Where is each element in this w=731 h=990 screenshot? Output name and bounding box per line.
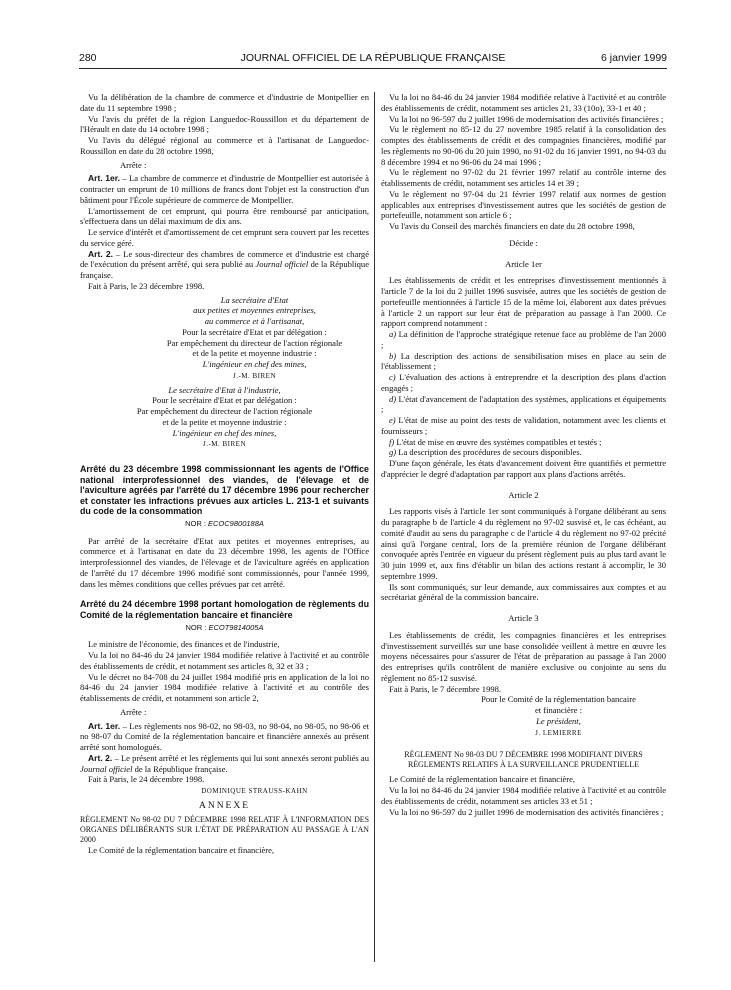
- signature-date: Fait à Paris, le 23 décembre 1998.: [88, 280, 205, 291]
- visa-paragraph: Vu la loi no 96-597 du 2 juillet 1996 de modernisation des activités financières ;: [389, 113, 664, 124]
- nor-label: NOR :: [185, 622, 209, 632]
- left-column: [80, 92, 369, 855]
- signatory-title: Le président,: [536, 715, 581, 726]
- signature-block: [381, 694, 666, 738]
- article-paragraph: Les établissements de crédit, les compagnies financières et les entreprises d'investissement surveillés sur une base consolidée veillent à mettre en œuvre les moyens nécessaires pour s'assurer de l'état de préparation au passage à l'an 2000 des entreprises qu'ils contrôlent de manière exclusive ou conjointe au sens du règlement no 85-12 susvisé.: [381, 629, 666, 683]
- article-heading: Article 1er: [505, 258, 542, 269]
- article-text: – Le présent arrêté et les règlements qui lui sont annexés seront publiés au: [112, 752, 369, 763]
- journal-ref: Journal officiel: [80, 763, 133, 774]
- journal-title: JOURNAL OFFICIEL DE LA RÉPUBLIQUE FRANÇAISE: [240, 52, 506, 64]
- column-divider: [374, 92, 375, 962]
- regulation-paragraph: Vu la loi no 96-597 du 2 juillet 1996 de modernisation des activités financières ;: [389, 806, 664, 817]
- decree-heading: Arrêté du 23 décembre 1998 commissionnant les agents de l'Office national interprofessionnel des viandes, de l'élevage et de l'aviculture agréés par l'arrêté du 17 décembre 1996 pour rechercher et constater les infractions prévues aux articles L. 213-1 et suivants du code de la consommation: [80, 464, 369, 517]
- signatory-title: L'ingénieur en chef des mines,: [172, 427, 277, 438]
- list-marker: c): [389, 372, 396, 382]
- nor-code: ECOC9800188A: [208, 518, 264, 528]
- signatory-line: Par empêchement du directeur de l'action régionale: [166, 337, 343, 348]
- visa-paragraph: Vu le règlement no 97-04 du 21 février 1997 relatif aux normes de gestion applicables aux entreprises d'investissement autres que les sociétés de gestion de portefeuille, notamment son article 6 ;: [381, 188, 666, 221]
- list-text: La description des actions de sensibilisation mises en place au sein de l'établissement ;: [381, 350, 666, 372]
- signature-date: Fait à Paris, le 7 décembre 1998.: [389, 683, 502, 694]
- issue-date: 6 janvier 1999: [601, 52, 667, 64]
- list-text: L'état de mise au point des tests de validation, notamment avec les clients et fournisseurs ;: [381, 415, 666, 436]
- article-paragraph: [80, 249, 369, 281]
- signatory-line: et de la petite et moyenne industrie :: [162, 416, 287, 427]
- list-item: [381, 437, 666, 448]
- list-text: L'état d'avancement de l'adaptation des systèmes, applications et équipements ;: [381, 393, 666, 415]
- list-item: [381, 329, 666, 351]
- annex-title: ANNEXE: [198, 800, 251, 811]
- list-marker: f): [389, 436, 395, 447]
- signatory-line: et de la petite et moyenne industrie :: [192, 348, 317, 359]
- list-marker: a): [389, 329, 397, 339]
- minister-name: DOMINIQUE STRAUSS-KAHN: [201, 787, 308, 796]
- list-marker: e): [389, 415, 396, 425]
- signatory-title: au commerce et à l'artisanat,: [204, 316, 305, 326]
- page-number: 280: [79, 52, 97, 64]
- list-text: L'état de mise en œuvre des systèmes compatibles et testés ;: [394, 436, 602, 447]
- article-paragraph: [80, 753, 369, 775]
- signatory-line: et financière :: [535, 705, 582, 715]
- article-paragraph: Les établissements de crédit et les entreprises d'investissement mentionnés à l'article 7 de la loi du 2 juillet 1996 susvisée, autres que les sociétés de gestion de portefeuille mentionnées à l'article 15 de la même loi, élaborent aux dates prévues à l'article 2 un rapport sur leur état de préparation au passage à l'an 2000. Ce rapport comprend notamment :: [381, 275, 666, 329]
- list-item: [381, 351, 666, 373]
- article-text: de la République française.: [80, 259, 369, 280]
- regulation-paragraph: Vu la loi no 84-46 du 24 janvier 1984 modifiée relative à l'activité et au contrôle des établissements de crédit, notamment ses articles 33 et 51 ;: [381, 785, 666, 806]
- visa-paragraph: Vu l'avis du Conseil des marchés financiers en date du 28 octobre 1998,: [389, 221, 635, 231]
- nor-reference: [80, 519, 369, 530]
- page-header: [79, 52, 667, 68]
- visa-paragraph: Vu la délibération de la chambre de commerce et d'industrie de Montpellier en date du 11 septembre 1998 ;: [80, 92, 369, 113]
- article-heading: Article 3: [508, 613, 539, 623]
- arrete-label: Arrête :: [120, 159, 147, 170]
- signatory-line: Pour le secrétaire d'Etat et par délégation :: [152, 395, 297, 406]
- list-marker: g): [389, 447, 397, 458]
- journal-ref: Journal officiel: [255, 259, 309, 270]
- article-paragraph: [80, 173, 369, 205]
- signatory-title: L'ingénieur en chef des mines,: [202, 359, 307, 369]
- regulation-title: RÈGLEMENT No 98-03 DU 7 DÉCEMBRE 1998 MODIFIANT DIVERS RÈGLEMENTS RELATIFS À LA SURVEILLANCE PRUDENTIELLE: [404, 750, 643, 770]
- header-rule: [79, 68, 667, 69]
- regulation-paragraph: Le Comité de la réglementation bancaire et financière,: [88, 844, 275, 855]
- nor-label: NOR :: [185, 518, 209, 528]
- visa-paragraph: Vu la loi no 84-46 du 24 janvier 1984 modifiée relative à l'activité et au contrôle des établissements de crédit, notamment ses articles 21, 33 (10o), 33-1 et 40 ;: [381, 92, 666, 113]
- article-label: Art. 1er.: [88, 173, 121, 184]
- signatory-title: aux petites et moyennes entreprises,: [193, 305, 316, 316]
- article-paragraph: Le service d'intérêt et d'amortissement de cet emprunt sera couvert par les recettes du service géré.: [80, 227, 369, 248]
- signatory-name: J.-M. BIREN: [232, 371, 277, 380]
- list-item: [381, 415, 666, 437]
- visa-paragraph: Vu la loi no 84-46 du 24 janvier 1984 modifiée relative à l'activité et au contrôle des établissements de crédit, et notamment ses articles 8, 32 et 33 ;: [80, 650, 369, 671]
- article-paragraph: Ils sont communiqués, sur leur demande, aux commissaires aux comptes et au secrétariat général de la commission bancaire.: [381, 581, 666, 603]
- list-text: La définition de l'approche stratégique retenue face au problème de l'an 2000 ;: [381, 329, 666, 350]
- arrete-label: Arrête :: [120, 706, 147, 717]
- list-text: La description des procédures de secours disponibles.: [396, 447, 582, 458]
- visa-paragraph: Le ministre de l'économie, des finances et de l'industrie,: [88, 639, 280, 650]
- list-item: [381, 447, 666, 458]
- signatory-line: Pour la secrétaire d'Etat et par délégation :: [182, 326, 327, 337]
- signatory-name: J.-M. BIREN: [202, 440, 247, 449]
- right-column: [381, 92, 666, 817]
- article-paragraph: Les rapports visés à l'article 1er sont communiqués à l'organe délibérant au sens du paragraphe b de l'article 4 du règlement no 97-02 susvisé et, le cas échéant, au comité d'audit au sens du paragraphe c de l'article 4 du règlement no 97-02 précité ainsi qu'à l'organe central, lors de la première réunion de l'organe délibérant convoquée après l'entrée en vigueur du présent règlement puis au plus tard avant le 30 juin 1999 et, aux fins d'établir un bilan des actions restant à accomplir, le 30 septembre 1999.: [381, 506, 666, 581]
- visa-paragraph: Vu l'avis du délégué régional au commerce et à l'artisanat de Languedoc-Roussillon en date du 28 octobre 1998,: [80, 135, 369, 156]
- signatory-title: La secrétaire d'Etat: [220, 294, 289, 305]
- list-text: L'évaluation des actions à entreprendre et la description des plans d'action engagés ;: [381, 372, 666, 393]
- article-text: – La chambre de commerce et d'industrie de Montpellier est autorisée à contracter un emprunt de 10 millions de francs dont l'objet est la construction d'un bâtiment pour l'École supérieure de commerce de Montpellier.: [80, 173, 369, 205]
- visa-paragraph: Vu l'avis du préfet de la région Languedoc-Roussillon et du département de l'Hérault en date du 14 octobre 1998 ;: [80, 113, 369, 135]
- article-paragraph: [80, 721, 369, 753]
- list-marker: b): [389, 350, 397, 361]
- article-text: – Les règlements nos 98-02, no 98-03, no 98-04, no 98-05, no 98-06 et no 98-07 du Comité de la réglementation bancaire et financière annexés au présent arrêté sont homologués.: [80, 720, 369, 753]
- decide-label: Décide :: [509, 237, 538, 248]
- regulation-title: RÈGLEMENT No 98-02 DU 7 DÉCEMBRE 1998 RELATIF À L'INFORMATION DES ORGANES DÉLIBÉRANTS SUR L'ÉTAT DE PRÉPARATION AU PASSAGE À L'AN 2000: [80, 814, 369, 844]
- list-item: [381, 394, 666, 416]
- article-text: – Le sous-directeur des chambres de commerce et d'industrie est chargé de l'exécution du présent arrêté, qui sera publié au: [80, 248, 369, 270]
- list-item: [381, 372, 666, 394]
- nor-code: ECOT9814005A: [208, 622, 264, 632]
- article-heading: Article 2: [508, 489, 539, 500]
- article-text: de la République française.: [132, 763, 228, 774]
- article-paragraph: D'une façon générale, les états d'avancement doivent être quantifiés et permettre d'apprécier le degré d'adaptation par rapport aux plans d'actions arrêtés.: [381, 458, 666, 479]
- signatory-line: Par empêchement du directeur de l'action régionale: [136, 406, 313, 416]
- visa-paragraph: Vu le règlement no 85-12 du 27 novembre 1985 relatif à la consolidation des comptes des établissements de crédit et des compagnies financières, modifié par les règlements no 90-06 du 20 juin 1990, no 91-02 du 16 janvier 1991, no 94-03 du 8 décembre 1994 et no 96-06 du 24 mai 1996 ;: [381, 124, 666, 167]
- article-label: Art. 2.: [88, 248, 114, 259]
- signatory-name: J. LEMIERRE: [535, 728, 582, 737]
- signatory-name: [80, 785, 369, 797]
- signatory-title: Le secrétaire d'Etat à l'industrie,: [168, 384, 281, 395]
- regulation-paragraph: Le Comité de la réglementation bancaire et financière,: [389, 774, 576, 785]
- article-label: Art. 2.: [88, 752, 113, 763]
- article-paragraph: L'amortissement de cet emprunt, qui pourra être remboursé par anticipation, s'effectuera dans un délai maximum de dix ans.: [80, 205, 369, 227]
- visa-paragraph: Vu le règlement no 97-02 du 21 février 1997 relatif au contrôle interne des établissements de crédit, notamment ses articles 14 et 39 ;: [381, 167, 666, 188]
- signatory-line: Pour le Comité de la réglementation bancaire: [481, 694, 636, 705]
- list-marker: d): [389, 393, 397, 404]
- nor-reference: [80, 623, 369, 634]
- signature-block: [80, 295, 369, 382]
- signature-date: Fait à Paris, le 24 décembre 1998.: [88, 774, 205, 785]
- decree-body: Par arrêté de la secrétaire d'Etat aux petites et moyennes entreprises, au commerce et à l'artisanat en date du 23 décembre 1998, les agents de l'Office interprofessionnel des viandes, de l'élevage et de l'aviculture agréés en application de l'arrêté du 17 décembre 1996 modifié sont commissionnés, pour l'année 1999, dans les mêmes conditions que celles prévues par cet arrêté.: [80, 535, 369, 589]
- signature-block: [80, 385, 369, 451]
- article-label: Art. 1er.: [88, 720, 121, 731]
- decree-heading: Arrêté du 24 décembre 1998 portant homologation de règlements du Comité de la réglementation bancaire et financière: [80, 599, 369, 621]
- visa-paragraph: Vu le décret no 84-708 du 24 juillet 1984 modifié pris en application de la loi no 84-46 du 24 janvier 1984 modifiée relative à l'activité et au contrôle des établissements de crédit, et notamment son article 2,: [80, 671, 369, 704]
